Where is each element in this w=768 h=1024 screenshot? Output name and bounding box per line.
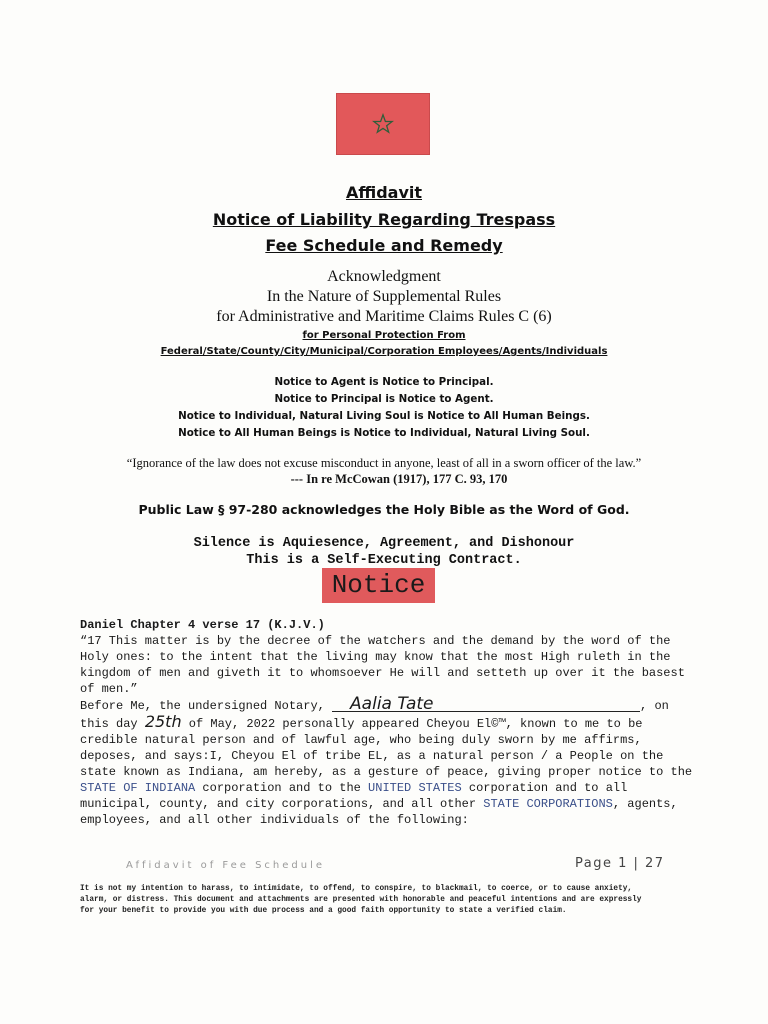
- united-states: UNITED STATES: [368, 781, 462, 795]
- notice-line: Notice to Agent is Notice to Principal.: [274, 376, 494, 388]
- quote-text: “Ignorance of the law does not excuse misconduct in anyone, least of all in a sworn officer of the law.”: [126, 456, 642, 470]
- paragraph-text: , agents, employees, and all other individuals of the following:: [80, 797, 678, 827]
- ack-heading: Acknowledgment: [327, 268, 441, 285]
- affidavit-body: [80, 617, 700, 828]
- star-icon: [372, 113, 394, 135]
- title-notice-liability: Notice of Liability Regarding Trespass: [212, 210, 556, 229]
- paragraph-text: of May, 2022 personally appeared Cheyou El©™, known to me to be credible natural person and of lawful age, who being duly sworn by me affirms, deposes, and says:I, Cheyou El of tribe EL, as a natural person / a People on the state known as Indiana, am hereby, as a gesture of peace, giving proper notice to the: [80, 717, 693, 779]
- page-number: Page 1 | 27: [575, 856, 665, 871]
- silence-line1: Silence is Aquiesence, Agreement, and Dishonour: [193, 536, 575, 551]
- handwritten-day: 25th: [144, 712, 182, 731]
- this-day-text: this day: [80, 717, 138, 731]
- on-text: , on: [640, 699, 669, 713]
- paragraph-text: corporation and to the: [195, 781, 369, 795]
- quote-citation: --- In re McCowan (1917), 177 C. 93, 170: [290, 472, 508, 486]
- title-affidavit: Affidavit: [345, 183, 423, 202]
- state-indiana: STATE OF INDIANA: [80, 781, 196, 795]
- protection-line1: for Personal Protection From: [302, 330, 466, 341]
- flag-image: [336, 93, 430, 155]
- notice-line: Notice to Principal is Notice to Agent.: [274, 393, 494, 405]
- verse-text: “17 This matter is by the decree of the watchers and the demand by the word of the Holy ones: to the intent that the living may know that the most High ruleth in the kingdom of men and giveth it to whomsoever He will and setteth up over it the basest of men.”: [80, 634, 685, 696]
- ack-line3: for Administrative and Maritime Claims Rules C (6): [216, 308, 552, 325]
- disclaimer: It is not my intention to harass, to intimidate, to offend, to conspire, to blackmail, to coerce, or to cause anxiety, alarm, or distress. This document and attachments are presented with honorable and peaceful intentions and are expressly for your benefit to provide you with due process and a good faith opportunity to state a verified claim.: [80, 885, 642, 915]
- silence-line2: This is a Self-Executing Contract.: [246, 553, 522, 568]
- state-corporations: STATE CORPORATIONS: [483, 797, 613, 811]
- notice-banner: Notice: [322, 568, 435, 603]
- verse-reference: Daniel Chapter 4 verse 17 (K.J.V.): [80, 618, 325, 632]
- protection-line2: Federal/State/County/City/Municipal/Corporation Employees/Agents/Individuals: [160, 346, 608, 357]
- notice-line: Notice to All Human Beings is Notice to Individual, Natural Living Soul.: [178, 427, 590, 439]
- appearance-paragraph: [80, 714, 700, 828]
- public-law: Public Law § 97-280 acknowledges the Holy Bible as the Word of God.: [138, 502, 630, 517]
- notice-line: Notice to Individual, Natural Living Soul is Notice to All Human Beings.: [178, 410, 590, 422]
- before-text: Before Me, the undersigned Notary,: [80, 699, 325, 713]
- notary-signature: Aalia Tate: [332, 697, 640, 712]
- title-fee-schedule: Fee Schedule and Remedy: [265, 236, 503, 255]
- footer-title: Affidavit of Fee Schedule: [126, 860, 326, 871]
- paragraph-text: corporation and to all municipal, county, and city corporations, and all other: [80, 781, 628, 811]
- ack-line2: In the Nature of Supplemental Rules: [266, 288, 502, 305]
